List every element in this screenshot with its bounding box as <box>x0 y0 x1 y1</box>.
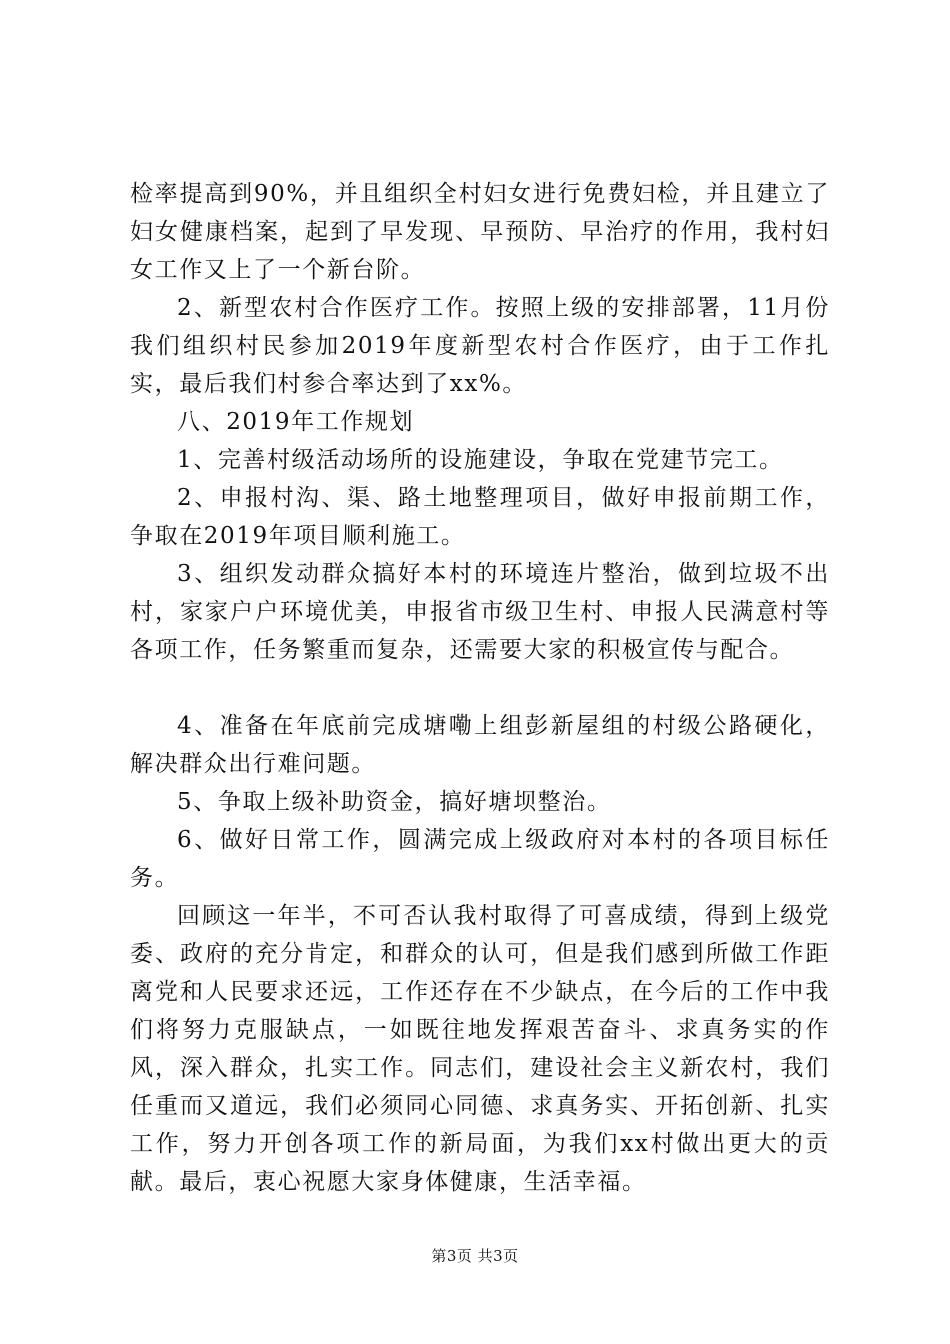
section-heading-plan: 八、2019年工作规划 <box>177 409 415 435</box>
plan-item-3: 3、组织发动群众搞好本村的环境连片整治，做到垃圾不出村，家家户户环境优美，申报省市级卫生村、申报人民满意村等各项工作，任务繁重而复杂，还需要大家的积极宣传与配合。 <box>130 561 830 663</box>
plan-item-4: 4、准备在年底前完成塘嘞上组彭新屋组的村级公路硬化，解决群众出行难问题。 <box>130 713 830 777</box>
document-body <box>130 175 830 1201</box>
closing-paragraph: 回顾这一年半，不可否认我村取得了可喜成绩，得到上级党委、政府的充分肯定，和群众的认可，但是我们感到所做工作距离党和人民要求还远，工作还存在不少缺点，在今后的工作中我们将努力克服缺点，一如既往地发挥艰苦奋斗、求真务实的作风，深入群众，扎实工作。同志们，建设社会主义新农村，我们任重而又道远，我们必须同心同德、求真务实、开拓创新、扎实工作，努力开创各项工作的新局面，为我们xx村做出更大的贡献。最后，衷心祝愿大家身体健康，生活幸福。 <box>130 903 830 1195</box>
plan-item-1: 1、完善村级活动场所的设施建设，争取在党建节完工。 <box>177 447 784 473</box>
plan-item-2: 2、申报村沟、渠、路土地整理项目，做好申报前期工作，争取在2019年项目顺利施工。 <box>130 485 830 549</box>
paragraph-item-2-medical: 2、新型农村合作医疗工作。按照上级的安排部署，11月份我们组织村民参加2019年度新型农村合作医疗，由于工作扎实，最后我们村参合率达到了xx%。 <box>130 295 830 397</box>
plan-item-6: 6、做好日常工作，圆满完成上级政府对本村的各项目标任务。 <box>130 827 830 891</box>
page-number-footer: 第3页 共3页 <box>431 1247 519 1265</box>
plan-item-5: 5、争取上级补助资金，搞好塘坝整治。 <box>177 789 612 815</box>
paragraph-continuation: 检率提高到90%，并且组织全村妇女进行免费妇检，并且建立了妇女健康档案，起到了早发现、早预防、早治疗的作用，我村妇女工作又上了一个新台阶。 <box>130 181 830 283</box>
